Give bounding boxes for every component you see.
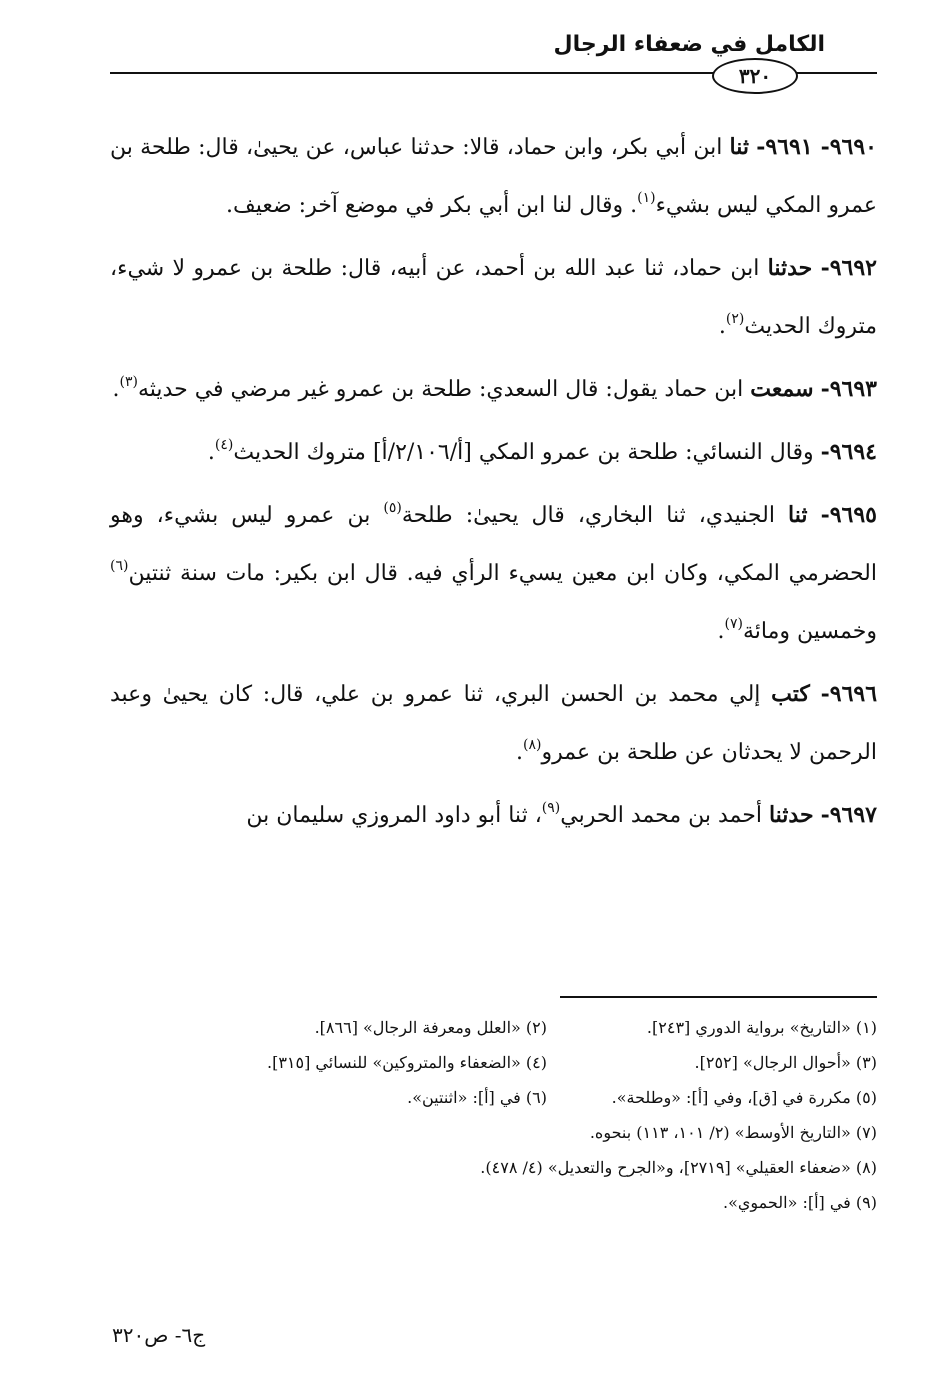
entry-number: ٩٦٩٠- ٩٦٩١- — [756, 134, 877, 160]
page-number: ٣٢٠ — [712, 58, 798, 94]
entry-text-after: . — [112, 377, 120, 402]
entry-text: ابن حماد يقول: قال السعدي: طلحة بن عمرو غير مرضي في حديثه — [138, 377, 751, 402]
running-title: الكامل في ضعفاء الرجال — [553, 32, 825, 57]
entry-9696 — [110, 665, 877, 782]
volume-page-reference: ج٦- ص٣٢٠ — [112, 1323, 206, 1347]
entry-number: ٩٦٩٤- — [820, 439, 877, 465]
footnote-row — [110, 1045, 877, 1080]
footnote-row — [110, 1010, 877, 1045]
footnote-marker: (٥) — [383, 500, 402, 516]
main-text — [110, 118, 877, 849]
entry-text-after: . — [207, 440, 215, 465]
footnote-6: (٦) في [أ]: «اثنتين». — [407, 1088, 547, 1107]
entry-9697 — [110, 786, 877, 845]
footnote-row — [110, 1080, 877, 1115]
transmission-keyword: ثنا — [788, 502, 808, 528]
entry-number: ٩٦٩٣- — [820, 376, 877, 402]
footnote-9: (٩) في [أ]: «الحموي». — [723, 1193, 877, 1212]
entry-text-after: . وقال لنا ابن أبي بكر في موضع آخر: ضعيف. — [225, 193, 638, 218]
entry-text: أحمد بن محمد الحربي — [560, 803, 769, 828]
footnote-1: (١) «التاريخ» برواية الدوري [٢٤٣]. — [646, 1018, 877, 1037]
entry-number: ٩٦٩٧- — [820, 802, 877, 828]
entry-text: إلي محمد بن الحسن البري، ثنا عمرو بن علي، قال: كان يحيىٰ وعبد الرحمن لا يحدثان عن طلحة بن عمرو — [110, 682, 877, 765]
footnotes — [110, 1010, 877, 1220]
transmission-keyword: سمعت — [750, 376, 814, 402]
footnote-marker: (٧) — [724, 616, 744, 632]
entry-number: ٩٦٩٢- — [820, 255, 877, 281]
footnote-marker: (٦) — [110, 558, 129, 574]
entry-text-mid2: وخمسين ومائة — [743, 619, 877, 644]
entry-number: ٩٦٩٥- — [820, 502, 877, 528]
entry-text: ابن أبي بكر، وابن حماد، قالا: حدثنا عباس، عن يحيىٰ، قال: طلحة بن عمرو المكي ليس بشيء — [110, 135, 877, 218]
entry-9692 — [110, 239, 877, 356]
footnote-4: (٤) «الضعفاء والمتروكين» للنسائي [٣١٥]. — [266, 1053, 547, 1072]
transmission-keyword: كتب — [771, 681, 810, 707]
entry-text-after: . — [718, 314, 726, 339]
footnote-5: (٥) مكررة في [ق]، وفي [أ]: «وطلحة». — [611, 1088, 877, 1107]
entry-text-mid: بن عمرو ليس بشيء، وهو الحضرمي المكي، وكان ابن معين يسيء الرأي فيه. قال ابن بكير: مات سنة ثنتين — [110, 503, 877, 586]
footnote-8: (٨) «ضعفاء العقيلي» [٢٧١٩]، و«الجرح والتعديل» (٤/ ٤٧٨). — [480, 1158, 877, 1177]
entry-text: الجنيدي، ثنا البخاري، قال يحيىٰ: طلحة — [401, 503, 789, 528]
entry-number: ٩٦٩٦- — [820, 681, 878, 707]
entry-9694 — [110, 423, 877, 482]
transmission-keyword: ثنا — [729, 134, 750, 160]
entry-9695 — [110, 486, 877, 661]
entry-text-after: . — [717, 619, 725, 644]
transmission-keyword: حدثنا — [768, 802, 814, 828]
footnote-rule — [560, 996, 877, 998]
footnote-marker: (٨) — [523, 737, 542, 753]
footnote-3: (٣) «أحوال الرجال» [٢٥٢]. — [694, 1053, 877, 1072]
footnote-2: (٢) «العلل ومعرفة الرجال» [٨٦٦]. — [314, 1018, 547, 1037]
footnote-marker: (٢) — [725, 311, 745, 327]
entry-text-after: . — [516, 740, 523, 765]
entry-text: ابن حماد، ثنا عبد الله بن أحمد، عن أبيه، قال: طلحة بن عمرو لا شيء، متروك الحديث — [110, 256, 877, 339]
footnote-marker: (٩) — [541, 800, 561, 816]
entry-text-after: ، ثنا أبو داود المروزي سليمان بن — [246, 803, 542, 828]
transmission-keyword: حدثنا — [767, 255, 813, 281]
footnote-7: (٧) «التاريخ الأوسط» (٢/ ١٠١، ١١٣) بنحوه. — [589, 1123, 877, 1142]
footnote-marker: (٣) — [119, 374, 138, 390]
footnote-marker: (٤) — [214, 437, 234, 453]
entry-9693 — [110, 360, 877, 419]
footnote-marker: (١) — [637, 190, 656, 206]
entry-text: وقال النسائي: طلحة بن عمرو المكي [أ/٢/١٠٦/أ] متروك الحديث — [233, 440, 821, 465]
entry-9690 — [110, 118, 877, 235]
